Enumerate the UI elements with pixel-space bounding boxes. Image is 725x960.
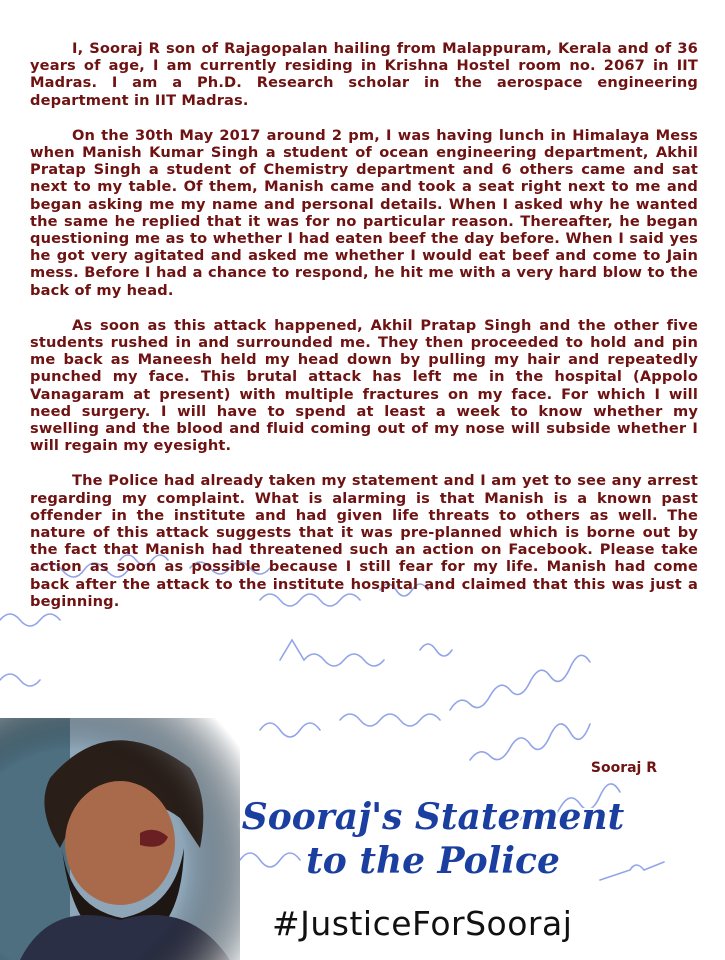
statement-body	[30, 40, 698, 628]
title-line-2: to the Police	[306, 840, 560, 882]
poster-title	[238, 795, 628, 883]
handwriting-scribble	[260, 714, 440, 737]
title-line-1: Sooraj's Statement	[241, 796, 625, 838]
statement-paragraph: As soon as this attack happened, Akhil Pratap Singh and the other five students rushed in and surrounded me. They then proceeded to hold and pin me back as Maneesh held my head down by pulling my hair and repeatedly punched my face. This brutal attack has left me in the hospital (Appolo Vanagaram at present) with multiple fractures on my face. For which I will need surgery. I will have to spend at least a week to know whether my swelling and the blood and fluid coming out of my nose will subside whether I will regain my eyesight.	[30, 316, 698, 455]
handwriting-scribble	[450, 655, 590, 710]
statement-paragraph: I, Sooraj R son of Rajagopalan hailing from Malappuram, Kerala and of 36 years of age, I am currently residing in Krishna Hostel room no. 2067 in IIT Madras. I am a Ph.D. Research scholar in the aerospace engineering department in IIT Madras.	[30, 40, 698, 109]
injured-person-photo	[0, 718, 240, 960]
handwriting-scribble	[280, 640, 452, 666]
statement-paragraph: The Police had already taken my statement and I am yet to see any arrest regarding my complaint. What is alarming is that Manish is a known past offender in the institute and had given life threats to others as well. The nature of this attack suggests that it was pre-planned which is borne out by the fact that Manish had threatened such an action on Facebook. Please take action as soon as possible because I still fear for my life. Manish had come back after the attack to the institute hospital and claimed that this was just a beginning.	[30, 472, 698, 610]
handwriting-scribble	[470, 724, 590, 760]
hashtag: #JusticeForSooraj	[272, 904, 573, 943]
signature: Sooraj R	[590, 760, 657, 776]
statement-paragraph: On the 30th May 2017 around 2 pm, I was having lunch in Himalaya Mess when Manish Kumar Singh a student of ocean engineering department, Akhil Pratap Singh a student of Chemistry department and 6 others came and sat next to my table. Of them, Manish came and took a seat right next to me and began asking me my name and personal details. When I asked why he wanted the same he replied that it was for no particular reason. Thereafter, he began questioning me as to whether I had eaten beef the day before. When I said yes he got very agitated and asked me whether I would eat beef and come to Jain mess. Before I had a chance to respond, he hit me with a very hard blow to the back of my head.	[30, 126, 698, 299]
